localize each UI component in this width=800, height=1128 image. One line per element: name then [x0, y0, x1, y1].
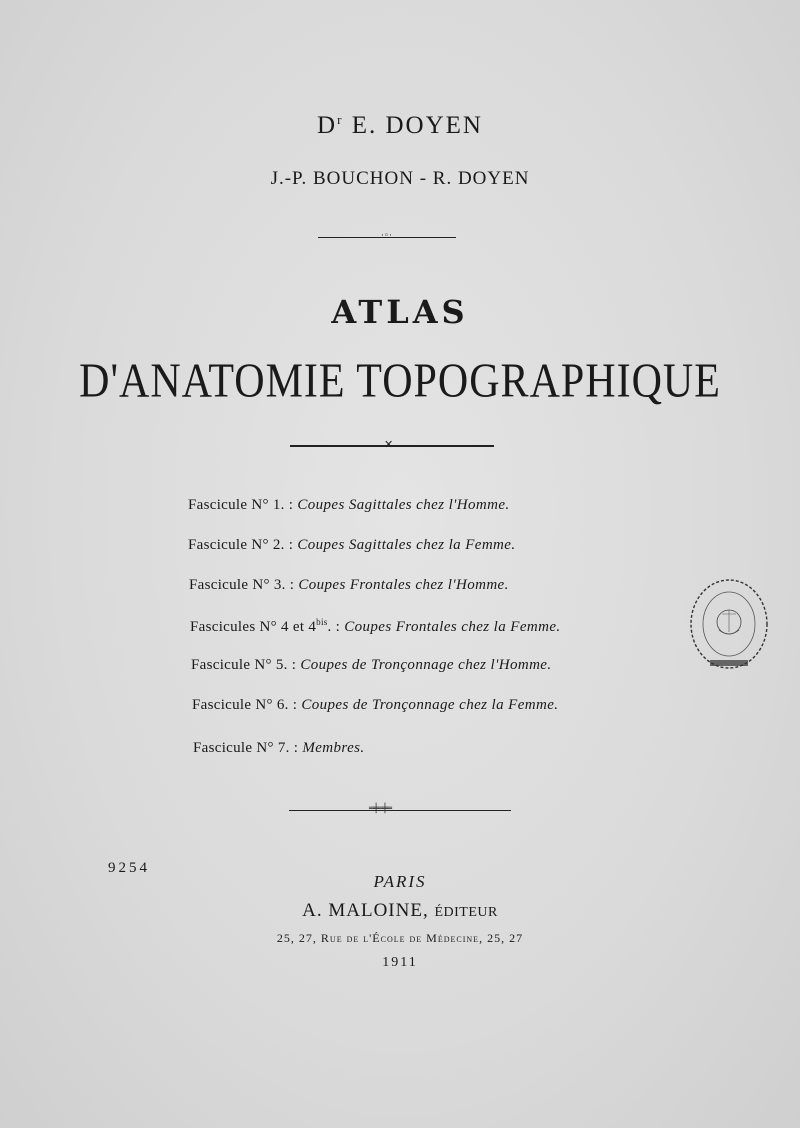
author-name: E. DOYEN [351, 112, 483, 139]
author-prefix-sup: r [337, 112, 344, 127]
fascicule-7: Fascicule N° 7. : Membres. [193, 740, 365, 756]
fascicule-5: Fascicule N° 5. : Coupes de Tronçonnage chez l'Homme. [191, 657, 552, 673]
publisher-name: A. MALOINE, [302, 900, 429, 921]
main-author [0, 112, 800, 140]
fascicule-4: Fascicules N° 4 et $4^{bis}$. : Coupes Frontales chez la Femme. [190, 617, 561, 635]
publisher-address: 25, 27, Rue de l'École de Médecine, 25, 27 [276, 931, 524, 945]
fascicule-3: Fascicule N° 3. : Coupes Frontales chez l'Homme. [189, 577, 509, 593]
publisher-role: ÉDITEUR [434, 905, 498, 920]
divider-ornament-3 [289, 810, 511, 811]
publisher-name-line [0, 900, 800, 922]
publication-year: 1911 [382, 955, 418, 970]
fascicule-2: Fascicule N° 2. : Coupes Sagittales chez la Femme. [188, 537, 516, 553]
divider-ornament-1-center: ·◦· [381, 231, 393, 241]
divider-ornament-3-center: ═╪═╪═ [369, 804, 392, 814]
author-prefix: D [317, 112, 338, 139]
title-line-1: ATLAS [331, 293, 469, 331]
publisher-city: PARIS [373, 872, 427, 891]
fascicule-6: Fascicule N° 6. : Coupes de Tronçonnage chez la Femme. [192, 697, 559, 713]
coauthors: J.-P. BOUCHON - R. DOYEN [270, 168, 530, 189]
library-stamp [686, 574, 772, 674]
library-call-number: 9254 [108, 860, 150, 876]
title-line-2: D'ANATOMIE TOPOGRAPHIQUE [79, 355, 721, 409]
fascicule-1: Fascicule N° 1. : Coupes Sagittales chez l'Homme. [188, 497, 510, 513]
divider-ornament-2-center: ✕ [384, 438, 394, 451]
